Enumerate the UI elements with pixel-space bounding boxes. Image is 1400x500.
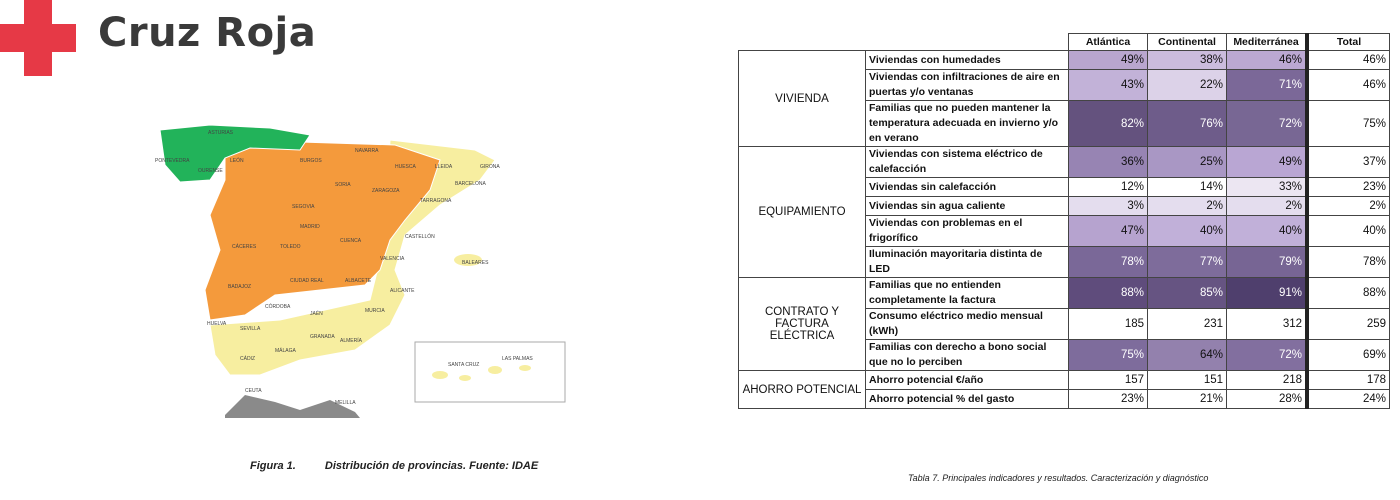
map-label: CÓRDOBA [265,304,291,310]
indicator-label: Iluminación mayoritaria distinta de LED [866,247,1069,278]
value-cell: 36% [1069,147,1148,178]
map-label: ALMERÍA [340,338,362,344]
value-cell: 12% [1069,178,1148,197]
map-label: HUELVA [207,321,227,327]
value-cell: 72% [1227,101,1308,147]
total-cell: 24% [1307,390,1390,409]
total-cell: 88% [1307,278,1390,309]
map-label: MADRID [300,224,320,230]
map-label: ZARAGOZA [372,188,400,194]
table-caption: Tabla 7. Principales indicadores y resultados. Caracterización y diagnóstico [908,473,1209,483]
map-label: BARCELONA [455,181,486,187]
total-cell: 69% [1307,340,1390,371]
map-africa-coast [225,395,360,418]
map-label: SEGOVIA [292,204,315,210]
map-label: ASTURIAS [208,130,234,136]
value-cell: 40% [1148,216,1227,247]
indicator-label: Consumo eléctrico medio mensual (kWh) [866,309,1069,340]
indicator-label: Viviendas con humedades [866,51,1069,70]
map-label: LLEIDA [435,164,453,170]
value-cell: 157 [1069,371,1148,390]
column-header: Continental [1148,34,1227,51]
total-cell: 46% [1307,70,1390,101]
map-label: CEUTA [245,388,262,394]
value-cell: 76% [1148,101,1227,147]
map-label: SORIA [335,182,351,188]
map-label: MURCIA [365,308,385,314]
map-label: ALICANTE [390,288,415,294]
map-label: CÁDIZ [240,356,255,362]
column-header: Mediterránea [1227,34,1308,51]
figure-caption-number: Figura 1. [250,460,296,472]
map-label: TOLEDO [280,244,301,250]
value-cell: 49% [1227,147,1308,178]
map-label: PONTEVEDRA [155,158,190,164]
indicator-label: Ahorro potencial €/año [866,371,1069,390]
value-cell: 21% [1148,390,1227,409]
value-cell: 33% [1227,178,1308,197]
map-label: CASTELLÓN [405,234,435,240]
value-cell: 88% [1069,278,1148,309]
map-label: ALBACETE [345,278,372,284]
map-label: JAÉN [310,311,323,317]
indicator-label: Viviendas con problemas en el frigorífico [866,216,1069,247]
value-cell: 75% [1069,340,1148,371]
value-cell: 85% [1148,278,1227,309]
value-cell: 78% [1069,247,1148,278]
value-cell: 43% [1069,70,1148,101]
total-cell: 178 [1307,371,1390,390]
value-cell: 22% [1148,70,1227,101]
value-cell: 2% [1148,197,1227,216]
map-label: CUENCA [340,238,362,244]
value-cell: 25% [1148,147,1227,178]
map-label: MELILLA [335,400,356,406]
total-cell: 37% [1307,147,1390,178]
value-cell: 312 [1227,309,1308,340]
indicator-label: Viviendas sin agua caliente [866,197,1069,216]
table-row [739,278,1390,309]
indicator-label: Familias con derecho a bono social que no lo perciben [866,340,1069,371]
section-label: EQUIPAMIENTO [739,147,866,278]
section-label: AHORRO POTENCIAL [739,371,866,409]
map-label: CIUDAD REAL [290,278,324,284]
total-cell: 78% [1307,247,1390,278]
map-label: GIRONA [480,164,500,170]
map-label: MÁLAGA [275,348,296,354]
figure-caption-text: Distribución de provincias. Fuente: IDAE [324,460,539,472]
map-label: BURGOS [300,158,322,164]
value-cell: 40% [1227,216,1308,247]
value-cell: 79% [1227,247,1308,278]
indicator-label: Ahorro potencial % del gasto [866,390,1069,409]
value-cell: 71% [1227,70,1308,101]
value-cell: 47% [1069,216,1148,247]
value-cell: 64% [1148,340,1227,371]
total-cell: 23% [1307,178,1390,197]
map-label: GRANADA [310,334,335,340]
value-cell: 72% [1227,340,1308,371]
map-label: CÁCERES [232,244,257,250]
value-cell: 82% [1069,101,1148,147]
map-label: NAVARRA [355,148,379,154]
map-label: VALENCIA [380,256,405,262]
total-cell: 75% [1307,101,1390,147]
brand-name: Cruz Roja [98,10,317,56]
table-row [739,51,1390,70]
map-label: SANTA CRUZ [448,362,480,368]
figure-caption [250,460,564,472]
table-header-spacer [739,34,1069,51]
spain-zones-map [150,120,570,420]
column-header: Total [1307,34,1390,51]
map-label: LAS PALMAS [502,356,533,362]
map-label: LEÓN [230,158,244,164]
total-cell: 259 [1307,309,1390,340]
value-cell: 3% [1069,197,1148,216]
table-row [739,371,1390,390]
value-cell: 218 [1227,371,1308,390]
total-cell: 2% [1307,197,1390,216]
map-label: SEVILLA [240,326,261,332]
indicator-label: Viviendas con infiltraciones de aire en puertas y/o ventanas [866,70,1069,101]
map-label: OURENSE [198,168,223,174]
indicators-table [738,33,1390,409]
value-cell: 28% [1227,390,1308,409]
value-cell: 46% [1227,51,1308,70]
table-row [739,147,1390,178]
map-label: HUESCA [395,164,416,170]
table-body [739,51,1390,409]
total-cell: 40% [1307,216,1390,247]
value-cell: 2% [1227,197,1308,216]
indicator-label: Familias que no entienden completamente la factura [866,278,1069,309]
value-cell: 23% [1069,390,1148,409]
value-cell: 151 [1148,371,1227,390]
table-header-row [739,34,1390,51]
value-cell: 231 [1148,309,1227,340]
value-cell: 49% [1069,51,1148,70]
section-label: CONTRATO Y FACTURA ELÉCTRICA [739,278,866,371]
indicator-label: Familias que no pueden mantener la temperatura adecuada en invierno y/o en verano [866,101,1069,147]
value-cell: 14% [1148,178,1227,197]
value-cell: 91% [1227,278,1308,309]
map-label: BALEARES [462,260,489,266]
value-cell: 185 [1069,309,1148,340]
brand-logo [0,0,340,78]
red-cross-icon [0,0,76,76]
column-header: Atlántica [1069,34,1148,51]
map-label: BADAJOZ [228,284,252,290]
section-label: VIVIENDA [739,51,866,147]
map-label: TARRAGONA [420,198,452,204]
indicator-label: Viviendas con sistema eléctrico de calefacción [866,147,1069,178]
value-cell: 38% [1148,51,1227,70]
total-cell: 46% [1307,51,1390,70]
indicator-label: Viviendas sin calefacción [866,178,1069,197]
value-cell: 77% [1148,247,1227,278]
